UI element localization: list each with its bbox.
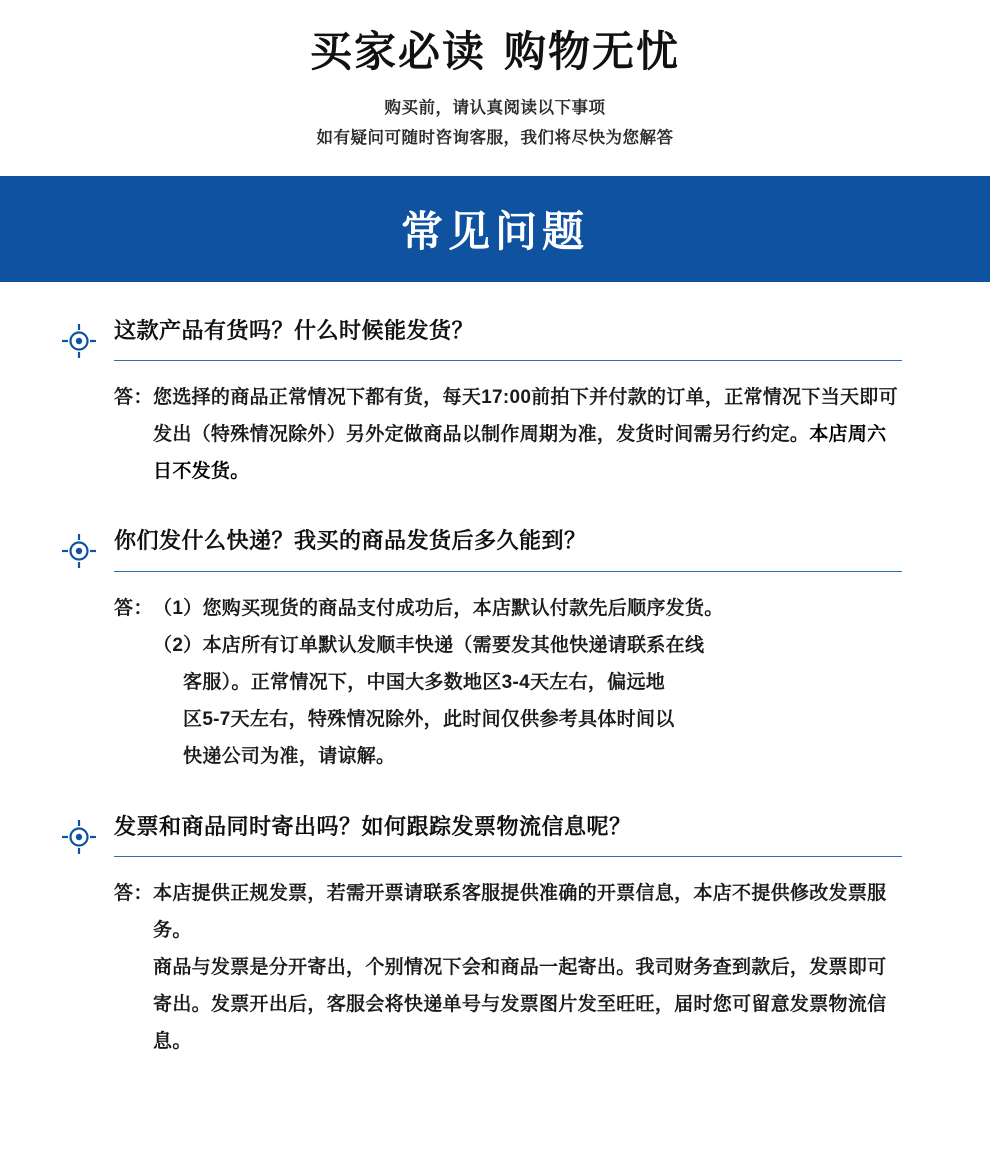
crosshair-bullet-icon	[62, 324, 96, 358]
page-header	[0, 0, 990, 154]
page-subtitle	[0, 93, 990, 154]
faq-question: 这款产品有货吗？什么时候能发货？	[114, 317, 475, 343]
answer-line: 快递公司为准，请谅解。	[183, 746, 396, 768]
faq-item	[0, 526, 990, 775]
answer-line: 商品与发票是分开寄出，个别情况下会和商品一起寄出。我司财务查到款后，发票即可寄出。发票开出后，客服会将快递单号与发票图片发至旺旺，届时您可留意发票物流信息。	[153, 957, 887, 1053]
answer-label: 答：	[114, 883, 154, 905]
faq-list	[0, 282, 990, 1061]
faq-question: 你们发什么快递？我买的商品发货后多久能到？	[114, 528, 587, 554]
faq-divider	[114, 571, 902, 572]
crosshair-bullet-icon	[62, 820, 96, 854]
answer-line	[153, 379, 902, 490]
faq-item	[0, 316, 990, 491]
answer-label: 答：	[114, 598, 154, 620]
faq-question: 发票和商品同时寄出吗？如何跟踪发票物流信息呢？	[114, 813, 632, 839]
answer-text-emphasis: 本店周六日不发货。	[153, 424, 887, 483]
answer-body	[153, 590, 902, 775]
page-title	[0, 26, 990, 79]
answer-label: 答：	[114, 387, 154, 409]
faq-question-row	[62, 526, 902, 571]
section-banner	[0, 176, 990, 282]
faq-divider	[114, 360, 902, 361]
answer-line: 客服）。正常情况下，中国大多数地区3-4天左右，偏远地	[183, 672, 666, 694]
section-banner-title: 常见问题	[400, 207, 589, 255]
answer-body	[153, 379, 902, 490]
answer-line: 本店提供正规发票，若需开票请联系客服提供准确的开票信息，本店不提供修改发票服务。	[153, 883, 887, 942]
subtitle-line-1: 购买前，请认真阅读以下事项	[384, 98, 606, 117]
faq-item	[0, 812, 990, 1061]
answer-line: （1）您购买现货的商品支付成功后，本店默认付款先后顺序发货。	[153, 598, 724, 620]
faq-question-row	[62, 812, 902, 857]
faq-divider	[114, 856, 902, 857]
answer-body	[153, 875, 902, 1060]
subtitle-line-2: 如有疑问可随时咨询客服，我们将尽快为您解答	[316, 129, 674, 148]
answer-text: 您选择的商品正常情况下都有货，每天17:00前拍下并付款的订单，正常情况下当天即可发出（特殊情况除外）另外定做商品以制作周期为准，发货时间需另行约定。	[153, 387, 898, 446]
page-title-part1: 买家必读	[309, 28, 486, 75]
faq-answer	[62, 590, 902, 775]
faq-answer	[62, 379, 902, 490]
page-title-part2: 购物无忧	[504, 28, 681, 75]
answer-line: （2）本店所有订单默认发顺丰快递（需要发其他快递请联系在线	[153, 635, 705, 657]
faq-answer	[62, 875, 902, 1060]
faq-question-row	[62, 316, 902, 361]
crosshair-bullet-icon	[62, 534, 96, 568]
answer-line: 区5-7天左右，特殊情况除外，此时间仅供参考具体时间以	[183, 709, 675, 731]
